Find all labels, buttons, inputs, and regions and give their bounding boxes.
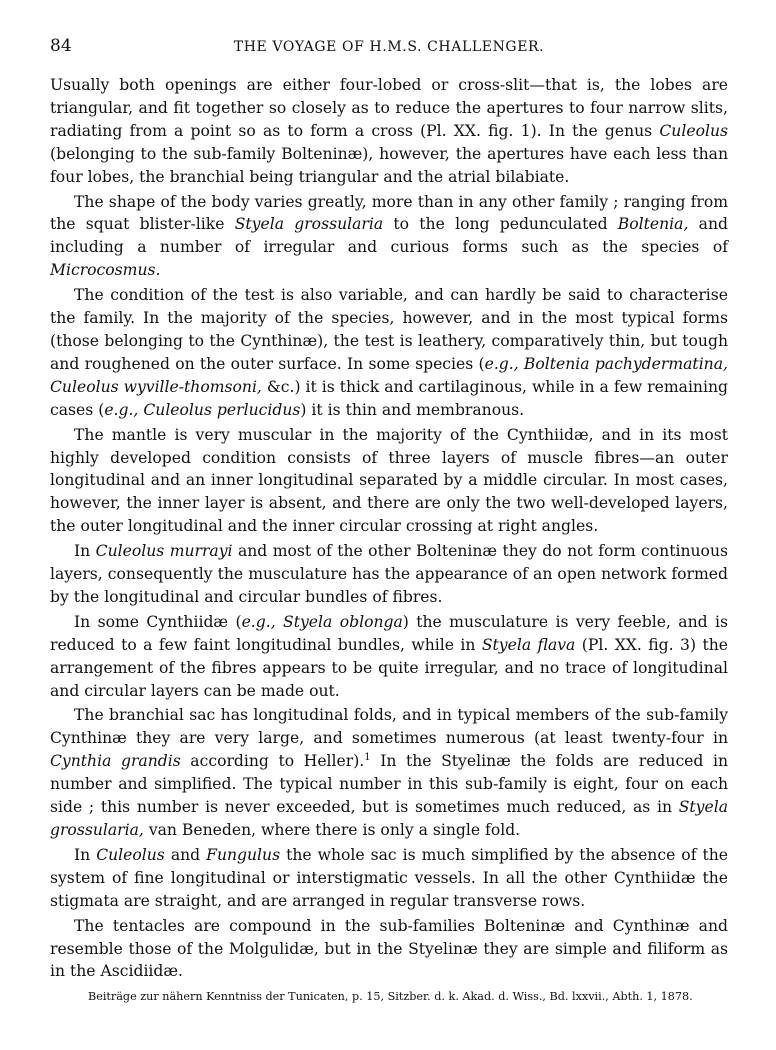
italic-text: e.g., Culeolus perlucidus: [104, 400, 301, 419]
italic-text: Culeolus: [96, 845, 165, 864]
text-run: In: [74, 542, 96, 561]
italic-text: Culeolus: [659, 121, 728, 140]
page: [50, 36, 728, 983]
text-run: The tentacles are compound in the sub-families Bolteninæ and Cynthinæ and resemble those of the Molgulidæ, but in the Styelinæ they are simple and filiform as in the Ascidiidæ.: [50, 916, 728, 981]
text-run: (belonging to the sub-family Bolteninæ), however, the apertures have each less than four lobes, the branchial being triangular and the atrial bilabiate.: [50, 144, 728, 186]
page-number: 84: [50, 36, 72, 56]
paragraph: [50, 284, 728, 421]
text-run: ) it is thin and membranous.: [300, 400, 525, 419]
text-run: according to Heller).: [180, 752, 365, 771]
page-header: [50, 36, 728, 74]
text-run: and including a number of irregular and curious forms such as the species of: [50, 215, 728, 257]
text-run: The branchial sac has longitudinal folds, and in typical members of the sub-family Cynthinæ they are very large, and sometimes numerous (at least twenty-four in: [50, 706, 728, 748]
italic-text: Microcosmus.: [50, 261, 161, 280]
paragraph: [50, 915, 728, 984]
italic-text: e.g., Boltenia pachydermatina, Culeolus wyville-thomsoni,: [50, 354, 728, 396]
text-run: The mantle is very muscular in the majority of the Cynthiidæ, and in its most highly developed condition consists of three layers of muscle fibres—an outer longitudinal and an inner longitudinal separated by a middle circular. In most cases, however, the inner layer is absent, and there are only the two well-developed layers, the outer longitudinal and the inner circular crossing at right angles.: [50, 425, 728, 536]
footnote: Beiträge zur nähern Kenntniss der Tunicaten, p. 15, Sitzber. d. k. Akad. d. Wiss., Bd. lxxvii., Abth. 1, 1878.: [88, 990, 693, 1003]
text-run: to the long pedunculated: [383, 215, 618, 234]
italic-text: Styela flava: [481, 635, 576, 654]
text-run: Usually both openings are either four-lobed or cross-slit—that is, the lobes are triangular, and fit together so closely as to reduce the apertures to four narrow slits, radiating from a point so as to form a cross (Pl. XX. fig. 1). In the genus: [50, 76, 728, 140]
paragraph: [50, 844, 728, 913]
italic-text: Styela grossularia,: [50, 798, 728, 839]
paragraph: [50, 424, 728, 539]
text-run: ) the musculature is very feeble, and is reduced to a few faint longitudinal bundles, while in: [50, 612, 728, 654]
text-run: &c.) it is thick and cartilaginous, while in a few remaining cases (: [50, 377, 728, 419]
running-head: THE VOYAGE OF H.M.S. CHALLENGER.: [233, 39, 545, 55]
italic-text: e.g., Styela oblonga: [241, 612, 403, 631]
text-run: van Beneden, where there is only a single fold.: [143, 821, 521, 839]
paragraph: [50, 191, 728, 283]
paragraph: [50, 74, 728, 189]
italic-text: Fungulus: [206, 845, 281, 864]
paragraph: [50, 611, 728, 703]
italic-text: Cynthia grandis: [50, 752, 181, 771]
text-run: the whole sac is much simplified by the absence of the system of fine longitudinal or interstigmatic vessels. In all the other Cynthiidæ the stigmata are straight, and are arranged in regular transverse rows.: [50, 845, 728, 910]
italic-text: Culeolus murrayi: [95, 542, 233, 561]
text-run: The shape of the body varies greatly, more than in any other family ; ranging from the squat blister-like: [50, 192, 728, 234]
text-run: (Pl. XX. fig. 3) the arrangement of the fibres appears to be quite irregular, and no trace of longitudinal and circular layers can be made out.: [50, 635, 728, 700]
text-run: In the Styelinæ the folds are reduced in number and simplified. The typical number in this sub-family is eight, four on each side ; this number is never exceeded, but is sometimes much reduced, as in: [50, 752, 729, 817]
italic-text: Boltenia,: [617, 215, 689, 234]
body-text: [50, 74, 728, 983]
italic-text: Styela grossularia: [234, 215, 384, 234]
text-run: The condition of the test is also variable, and can hardly be said to characterise the family. In the majority of the species, however, and in the most typical forms (those belonging to the Cynthinæ), the test is leathery, comparatively thin, but tough and roughened on the outer surface. In some species (: [50, 286, 728, 373]
text-run: and: [164, 845, 207, 864]
footnote-marker: 1: [364, 752, 371, 764]
paragraph: [50, 704, 728, 841]
text-run: and most of the other Bolteninæ they do not form continuous layers, consequently the musculature has the appearance of an open network formed by the longitudinal and circular bundles of fibres.: [50, 542, 728, 606]
text-run: In: [74, 845, 97, 864]
text-run: In some Cynthiidæ (: [74, 612, 242, 631]
paragraph: [50, 540, 728, 609]
